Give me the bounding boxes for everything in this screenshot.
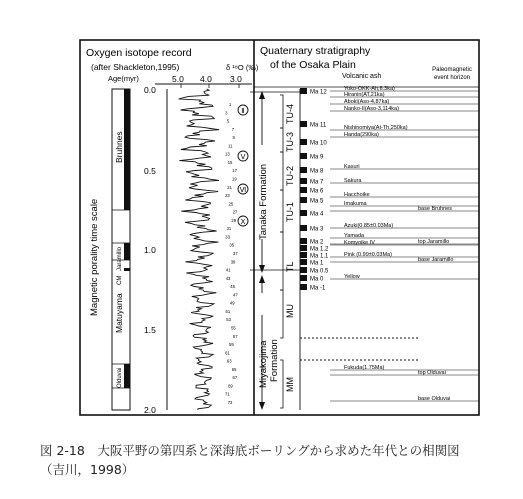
ma-label: Ma 8 [310,168,324,175]
marine-clay-bed [300,121,307,127]
ma-label: Ma 4 [310,211,324,218]
age-tick-label: 2.0 [144,405,156,415]
ma-label: Ma 0.5 [310,268,329,275]
ash-label: Fukuda(1.75Ma) [344,365,385,371]
ma-label: Ma 1.1 [310,253,329,260]
age-tick-label: 1.0 [144,245,156,255]
marine-clay-bed [300,153,307,159]
ash-label: Yamada [344,233,365,239]
stage-number: 25 [228,201,234,207]
stage-number: 21 [227,184,232,190]
marine-clay-bed [300,275,307,281]
isotope-curve-group [179,89,239,410]
stage-number: 53 [226,317,231,323]
cobb-mountain-bar [124,268,130,271]
stage-number: 63 [226,358,232,364]
ash-label: Sakura [344,178,362,184]
stage-number: 55 [231,325,236,331]
stage-number: 65 [231,366,237,372]
stage-number: 9 [232,135,235,141]
ash-label: Yoko-OKK-Ah,6.3ka) [344,86,395,92]
unit-label: TU-4 [285,104,295,124]
ash-label: Azuki(0.85±0.03Ma) [344,223,394,229]
stage-number: 11 [228,143,233,149]
stage-number: 29 [231,217,237,223]
ash-label: Komyoike IV [344,240,375,246]
subchron-label-jaramillo: Jaramillo [117,246,123,271]
ma-label: Ma 1 [310,260,324,267]
marine-clay-bed [300,167,307,173]
ash-label: Hacchoike [344,192,370,198]
olduvai-normal-bar [124,364,130,388]
event-label: top Jaramillo [418,239,450,245]
unit-brackets [280,95,283,408]
stage-number: 47 [233,292,238,298]
marker-label: Ⅵ [239,187,247,194]
stage-number: 69 [228,383,233,389]
stage-number: 39 [230,259,236,265]
chron-label-bruhnes: Bruhnes [114,131,124,163]
ma-label: Ma 6 [310,188,324,195]
marker-label: Ⅹ [240,219,246,226]
marine-clay-bed [300,252,307,258]
age-tick-label: 0.0 [144,85,156,95]
formation-label-miyakojima: Miyakojima [258,340,269,388]
ash-label: Yellow [344,274,360,280]
delta-tick-label: 4.0 [200,74,212,84]
bruhnes-normal-bar [124,89,130,210]
subchron-label-olduvai: Olduvai [117,367,123,388]
polarity-axis-label: Magnetic porality time scale [89,198,100,316]
ash-label: Nishinomiya(At-Th,250ka) [344,125,408,131]
right-panel-title-2: of the Osaka Plain [270,59,356,71]
paleomag-header-2: event horizon [433,75,471,81]
ash-label: Handa(290ka) [344,132,379,138]
unit-label: TU-1 [285,202,295,222]
ma-label: Ma 10 [310,140,327,147]
left-panel-subtitle: (after Shackleton,1995) [91,62,180,72]
unit-label: TU-3 [285,132,295,152]
stage-number: 19 [232,176,237,182]
stage-number: 7 [231,126,235,132]
marine-clay-bed [300,178,307,184]
ash-horizon-group [330,86,479,402]
formation-label-tanaka: Tanaka Formation [258,163,269,240]
ma-label: Ma 7 [310,179,324,186]
age-tick-label: 1.5 [144,325,156,335]
ma-label: Ma 12 [310,89,327,96]
stage-number: 3 [225,110,228,116]
stage-number: 1 [229,102,232,107]
ash-label: Nanko-II(Aso-3,114ka) [344,106,399,112]
stage-number: 59 [229,342,234,348]
marine-clay-bed [300,259,307,265]
ma-label: Ma 1.2 [310,246,329,253]
stage-number: 35 [229,242,235,248]
unit-label: TU-2 [285,166,295,186]
stage-number: 57 [232,333,238,339]
stage-number: 13 [225,151,230,157]
formation-label-miyakojima-2: Formation [269,339,280,382]
chron-label-matuyama: Matuyama [114,293,124,333]
marine-clay-bed [300,197,307,203]
unit-label: MU [285,304,295,318]
marine-clay-bed [300,210,307,216]
event-label: base Olduvai [418,396,451,402]
stage-number: 41 [225,267,231,273]
stage-number: 37 [232,251,238,256]
stage-number: 49 [229,300,235,306]
stage-number: 5 [226,118,230,124]
marine-clay-bed [300,267,307,273]
marine-clay-bed [300,225,307,231]
ma-label: Ma -1 [310,285,326,292]
caption-line-2: （吉川，1998） [40,462,135,477]
delta-tick-label: 5.0 [172,74,184,84]
stage-number: 31 [226,226,232,232]
left-panel-title: Oxygen isotope record [86,47,192,59]
figure-caption [40,441,460,479]
right-panel-title-1: Quaternary stratigraphy [260,45,371,57]
ash-label: Hiranin(AT,21ka) [344,92,385,98]
ash-label: Kasuri [344,164,360,170]
stage-number: 71 [225,391,230,397]
marine-clay-bed [300,238,307,244]
stage-number: 61 [225,350,230,356]
volcanic-ash-header: Volcanic ash [342,73,382,80]
stage-number: 73 [227,400,233,405]
event-label: base Bruhnes [418,206,452,212]
marine-clay-bed [300,139,307,145]
marine-clay-bed [300,187,307,193]
stage-number: 67 [232,375,238,381]
ma-label: Ma 9 [310,154,324,161]
stage-number: 23 [225,193,230,199]
marine-clay-group [300,88,329,292]
delta-tick-label: 3.0 [230,74,242,84]
stage-number: 17 [232,168,237,174]
delta-label: δ ¹⁸O (‰) [226,63,259,72]
stage-number: 43 [225,275,231,281]
age-tick-label: 0.5 [144,166,156,176]
marine-clay-bed [300,245,307,251]
stage-number: 15 [227,159,233,165]
marine-clay-bed [300,284,307,290]
ma-label: Ma 3 [310,226,324,233]
event-label: base Jaramillo [418,257,454,263]
ma-label: Ma 0 [310,276,324,283]
ma-label: Ma 2 [310,239,324,246]
unit-label: TL [285,261,295,272]
ash-label: Pink (0.99±0.03Ma) [344,252,392,258]
ash-label: Aboki(Aso-4,87ka) [344,99,390,105]
paleomag-header: Paleomagnetic [432,67,472,73]
stage-number: 45 [230,284,235,290]
arrow-head [259,265,265,273]
ma-label: Ma 11 [310,122,327,129]
jaramillo-normal-bar [124,243,130,260]
stage-number: 33 [225,234,230,240]
caption-line-1: 図 2-18 大阪平野の第四系と深海底ボーリングから求めた年代との相関図 [40,443,460,458]
stage-number: 51 [225,308,231,314]
isotope-curve [179,89,219,410]
stage-number: 27 [232,209,238,215]
arrow-head [259,402,265,410]
unit-label: MM [285,377,295,392]
arrow-head [259,275,265,283]
marine-clay-bed [300,88,307,94]
age-axis-label: Age(myr) [108,74,139,83]
ash-label: Imakuma [344,201,367,207]
event-label: top Olduvai [418,370,446,376]
marker-label: Ⅴ [240,154,246,161]
marker-label: Ⅱ [241,108,245,115]
subchron-label-cm: CM [117,275,123,285]
ma-label: Ma 5 [310,198,324,205]
